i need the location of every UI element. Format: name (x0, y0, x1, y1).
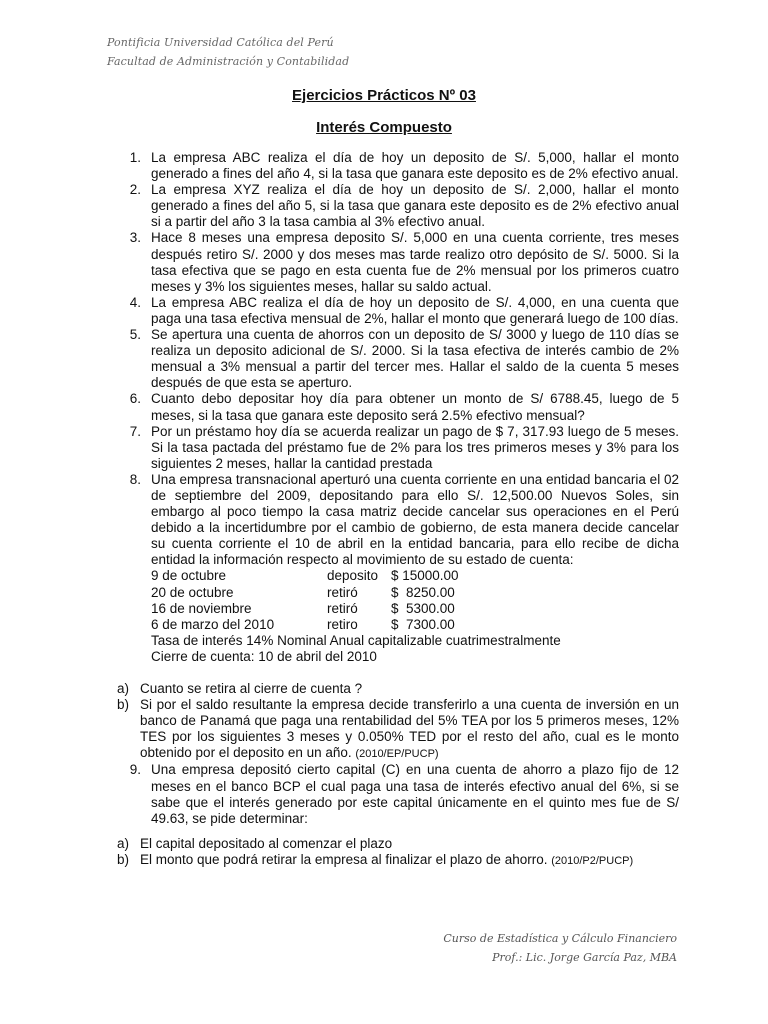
question-8-part-a (117, 681, 679, 697)
question-7 (117, 424, 679, 472)
question-number: 5. (129, 327, 141, 343)
account-statement (151, 568, 679, 632)
part-label: a) (117, 835, 130, 851)
part-label: b) (117, 697, 130, 713)
question-text: Cuanto debo depositar hoy día para obtener un monto de S/ 6788.45, luego de 5 meses, si la tasa que ganara este deposito será 2.5% efectivo mensual? (151, 391, 679, 423)
institution-name: Pontificia Universidad Católica del Perú (107, 36, 334, 49)
question-6 (117, 391, 679, 423)
part-label: a) (117, 681, 130, 696)
spacer (117, 665, 679, 681)
footer-course: Curso de Estadística y Cálculo Financiero (443, 932, 677, 945)
question-9-part-b (117, 852, 679, 869)
question-number: 1. (129, 150, 141, 165)
question-text: Una empresa depositó cierto capital (C) en una cuenta de ahorro a plazo fijo de 12 meses en el banco BCP el cual paga una tasa de interés efectivo anual del 6%, si se sabe que el interés generado por este capital únicamente en el quinto mes fue de S/ 49.63, se pide determinar: (151, 762, 679, 826)
question-text: La empresa ABC realiza el día de hoy un deposito de S/. 5,000, hallar el monto generado a fines del año 4, si la tasa que ganara este deposito es de 2% efectivo anual. (151, 150, 679, 182)
exercise-list (117, 150, 679, 869)
statement-row (151, 601, 679, 617)
question-8-part-b (117, 697, 679, 762)
source-reference: (2010/P2/PUCP) (551, 854, 634, 867)
statement-amount: $ 15000.00 (391, 568, 459, 584)
part-text: El capital depositado al comenzar el plazo (140, 835, 393, 851)
question-number: 3. (129, 230, 141, 246)
statement-date: 9 de octubre (151, 568, 227, 584)
question-number: 8. (129, 471, 141, 487)
question-number: 4. (129, 294, 141, 310)
question-number: 7. (129, 423, 141, 439)
question-number: 2. (129, 182, 141, 198)
statement-type: deposito (327, 568, 379, 584)
statement-date: 16 de noviembre (151, 600, 252, 616)
statement-amount: $ 5300.00 (391, 600, 455, 616)
question-1 (117, 150, 679, 182)
part-text: Si por el saldo resultante la empresa decide transferirlo a una cuenta de inversión en un banco de Panamá que paga una rentabilidad del 5% TEA por los 5 primeros meses, 12% TES por los siguientes 3 meses y 0.050% TED por el resto del año, cual es le monto obtenido por el deposito en un año. (140, 697, 679, 761)
interest-rate-note: Tasa de interés 14% Nominal Anual capitalizable cuatrimestralmente (151, 632, 561, 648)
question-text: La empresa XYZ realiza el día de hoy un deposito de S/. 2,000, hallar el monto generado a fines del año 5, si la tasa que ganara este deposito es de 2% efectivo anual si a partir del año 3 la tasa cambia al 3% efectivo anual. (151, 182, 679, 230)
part-text: Cuanto se retira al cierre de cuenta ? (140, 681, 363, 696)
part-text: El monto que podrá retirar la empresa al finalizar el plazo de ahorro. (140, 851, 552, 867)
statement-row (151, 585, 679, 601)
statement-type: retiro (327, 616, 358, 632)
question-9 (117, 762, 679, 826)
statement-date: 6 de marzo del 2010 (151, 616, 275, 632)
question-number: 6. (129, 391, 141, 407)
question-4 (117, 295, 679, 327)
question-text: La empresa ABC realiza el día de hoy un deposito de S/. 4,000, en una cuenta que paga una tasa efectiva mensual de 2%, hallar el monto que generará luego de 100 días. (151, 294, 679, 326)
document-title: Ejercicios Prácticos Nº 03 (292, 87, 476, 104)
statement-row (151, 568, 679, 584)
question-number: 9. (129, 762, 141, 778)
source-reference: (2010/EP/PUCP) (355, 748, 439, 761)
question-3 (117, 230, 679, 294)
question-5 (117, 327, 679, 391)
question-9-part-a (117, 836, 679, 852)
part-label: b) (117, 851, 130, 867)
question-text: Hace 8 meses una empresa deposito S/. 5,000 en una cuenta corriente, tres meses después retiro S/. 2000 y dos meses mas tarde realizo otro depósito de S/. 5000. Si la tasa efectiva que se pago en esta cuenta fue de 2% mensual por los primeros cuatro meses y 3% los siguientes meses, hallar su saldo actual. (151, 230, 679, 294)
statement-date: 20 de octubre (151, 584, 234, 600)
statement-type: retiró (327, 584, 358, 600)
statement-amount: $ 8250.00 (391, 584, 455, 600)
question-2 (117, 182, 679, 230)
question-8 (117, 472, 679, 665)
faculty-name: Facultad de Administración y Contabilidad (107, 55, 350, 68)
statement-row (151, 617, 679, 633)
statement-amount: $ 7300.00 (391, 616, 455, 632)
document-subtitle: Interés Compuesto (316, 119, 452, 136)
question-text: Se apertura una cuenta de ahorros con un deposito de S/ 3000 y luego de 110 días se realiza un deposito adicional de S/. 2000. Si la tasa efectiva de interés cambio de 2% mensual a 3% mensual a partir del tercer mes. Hallar el saldo de la cuenta 5 meses después de que esta se aperturo. (151, 327, 679, 391)
question-text: Por un préstamo hoy día se acuerda realizar un pago de $ 7, 317.93 luego de 5 meses. Si la tasa pactada del préstamo fue de 2% para los tres primeros meses y 3% para los siguientes 2 meses, hallar la cantidad prestada (151, 423, 679, 471)
footer-professor: Prof.: Lic. Jorge García Paz, MBA (492, 951, 677, 964)
question-text: Una empresa transnacional aperturó una cuenta corriente en una entidad bancaria el 02 de septiembre del 2009, depositando para ello S/. 12,500.00 Nuevos Soles, sin embargo al poco tiempo la casa matriz decide cancelar sus operaciones en el Perú debido a la incertidumbre por el cambio de gobierno, de esta manera decide cancelar su cuenta corriente el 10 de abril en la entidad bancaria, para ello recibe de dicha entidad la información respecto al movimiento de su estado de cuenta: (151, 471, 679, 568)
statement-type: retiró (327, 600, 358, 616)
account-close-note: Cierre de cuenta: 10 de abril del 2010 (151, 648, 377, 664)
